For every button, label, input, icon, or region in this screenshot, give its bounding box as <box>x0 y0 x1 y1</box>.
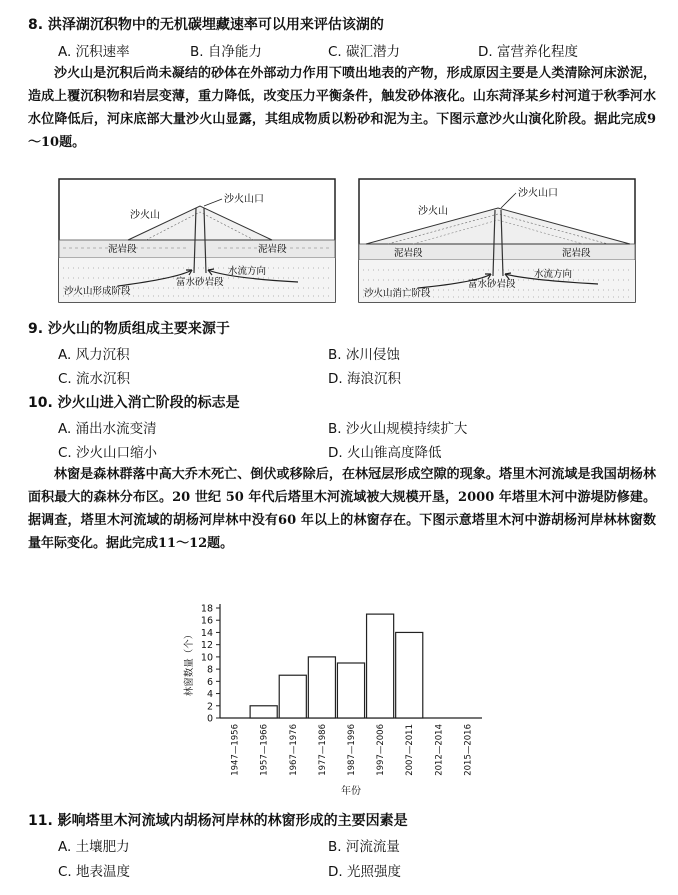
passage-forest-gap-text: 林窗是森林群落中高大乔木死亡、倒伏或移除后，在林冠层形成空隙的现象。塔里木河流域是我国胡杨林面积最大的森林分布区。20 世纪 50 年代后塔里木河流域被大规模开垦，2000 年塔里木河中游堤防修建。据调查，塔里木河流域的胡杨河岸林中没有60 年以上的林窗存在。下图示意塔里木河中游胡杨河岸林林窗数量年际变化。据此完成11～12题。 <box>28 467 656 551</box>
q11-option-b: B. 河流流量 <box>328 839 400 855</box>
y-tick-label: 12 <box>200 640 213 652</box>
y-tick-label: 18 <box>200 603 213 615</box>
q8-option-c: C. 碳汇潜力 <box>328 44 401 60</box>
x-tick-label: 1997—2006 <box>376 724 387 776</box>
label-crater-right: 沙火山口 <box>518 188 558 199</box>
label-sand-right: 富水砂岩段 <box>468 279 516 290</box>
label-stage-formation: 沙火山形成阶段 <box>64 286 131 297</box>
label-volcano-left: 沙火山 <box>130 210 160 221</box>
bar-1997—2006 <box>367 614 394 718</box>
bar-1967—1976 <box>279 675 306 718</box>
y-tick-label: 16 <box>200 615 213 627</box>
x-tick-label: 1967—1976 <box>288 724 299 776</box>
forest-gap-bar-chart <box>170 600 510 800</box>
y-tick-label: 8 <box>206 664 213 676</box>
y-axis-title: 林窗数量（个） <box>184 629 195 697</box>
x-tick-label: 1987—1996 <box>347 724 357 776</box>
q8-option-d: D. 富营养化程度 <box>478 44 578 60</box>
q10-stem: 10. 沙火山进入消亡阶段的标志是 <box>28 395 240 411</box>
y-tick-label: 10 <box>200 652 213 664</box>
q10-option-a: A. 涌出水流变清 <box>58 421 157 437</box>
q8-option-a: A. 沉积速率 <box>58 44 130 60</box>
bar-1957—1966 <box>250 706 277 718</box>
label-mud-right-a: 泥岩段 <box>394 248 423 259</box>
q9-option-b: B. 冰川侵蚀 <box>328 347 400 363</box>
q11-option-d: D. 光照强度 <box>328 864 401 880</box>
label-mud-right-b: 泥岩段 <box>562 248 591 259</box>
label-flow-right: 水流方向 <box>534 269 573 280</box>
passage-sand-volcano <box>28 62 656 154</box>
label-mud-left-b: 泥岩段 <box>258 244 287 255</box>
y-tick-label: 14 <box>200 627 213 639</box>
q9-option-a: A. 风力沉积 <box>58 347 130 363</box>
label-crater-left: 沙火山口 <box>224 194 264 205</box>
x-tick-label: 2007—2011 <box>405 724 416 776</box>
passage-forest-gap <box>28 463 656 555</box>
y-tick-label: 4 <box>206 689 213 701</box>
label-mud-left-a: 泥岩段 <box>108 244 137 255</box>
x-tick-label: 2012—2014 <box>434 724 445 776</box>
label-stage-extinction: 沙火山消亡阶段 <box>364 288 431 299</box>
x-tick-label: 1977—1986 <box>317 724 328 776</box>
q10-option-c: C. 沙火山口缩小 <box>58 445 158 461</box>
chart-bars <box>250 614 423 718</box>
q11-option-c: C. 地表温度 <box>58 864 131 880</box>
q10-option-d: D. 火山锥高度降低 <box>328 445 442 461</box>
q8-stem: 8. 洪泽湖沉积物中的无机碳埋藏速率可以用来评估该湖的 <box>28 17 384 33</box>
q8-option-b: B. 自净能力 <box>190 44 262 60</box>
label-flow-left: 水流方向 <box>228 266 267 277</box>
q9-option-d: D. 海浪沉积 <box>328 371 401 387</box>
y-tick-label: 0 <box>206 713 213 725</box>
bar-2007—2011 <box>396 632 423 718</box>
q9-stem: 9. 沙火山的物质组成主要来源于 <box>28 321 230 337</box>
q9-option-c: C. 流水沉积 <box>58 371 131 387</box>
q11-option-a: A. 土壤肥力 <box>58 839 130 855</box>
passage-sand-volcano-text: 沙火山是沉积后尚未凝结的砂体在外部动力作用下喷出地表的产物，形成原因主要是人类清除河床淤泥，造成上覆沉积物和岩层变薄，重力降低，改变压力平衡条件，触发砂体液化。山东菏泽某乡村河道于秋季河水水位降低后，河床底部大量沙火山显露，其组成物质以粉砂和泥为主。下图示意沙火山演化阶段。据此完成9～10题。 <box>28 66 656 150</box>
x-tick-label: 1957—1966 <box>259 724 270 776</box>
label-volcano-right: 沙火山 <box>418 206 448 217</box>
y-tick-label: 6 <box>206 676 213 688</box>
y-tick-label: 2 <box>206 701 213 713</box>
x-tick-label: 2015—2016 <box>463 724 474 776</box>
x-axis-title: 年份 <box>341 786 361 797</box>
diagram-formation-stage <box>58 178 336 303</box>
bar-1987—1996 <box>337 663 364 718</box>
q10-option-b: B. 沙火山规模持续扩大 <box>328 421 468 437</box>
label-sand-left: 富水砂岩段 <box>176 277 224 288</box>
bar-1977—1986 <box>308 657 335 718</box>
x-tick-label: 1947—1956 <box>230 724 241 776</box>
diagram-extinction-stage <box>358 178 636 303</box>
q11-stem: 11. 影响塔里木河流域内胡杨河岸林的林窗形成的主要因素是 <box>28 813 408 829</box>
